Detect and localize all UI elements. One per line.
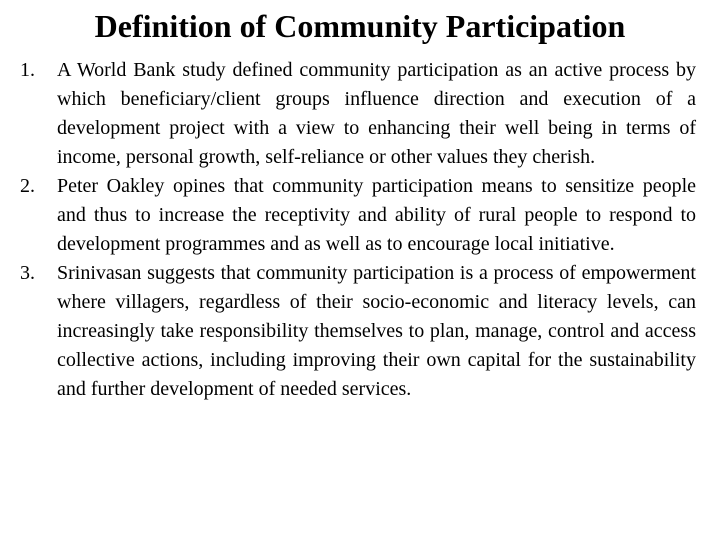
slide-title: Definition of Community Participation [94, 8, 626, 44]
list-item [20, 259, 696, 404]
list-item-number: 3. [20, 262, 35, 284]
definition-list [20, 56, 696, 404]
list-item-text: Srinivasan suggests that community participation is a process of empowerment where villagers, regardless of their socio-economic and literacy levels, can increasingly take responsibility themselves to plan, manage, control and access collective actions, including improving their own capital for the sustainability and further development of needed services. [57, 262, 696, 400]
list-item-number: 1. [20, 59, 35, 81]
list-item-text: A World Bank study defined community participation as an active process by which beneficiary/client groups influence direction and execution of a development project with a view to enhancing their well being in terms of income, personal growth, self-reliance or other values they cherish. [57, 59, 696, 168]
list-item [20, 56, 696, 172]
list-item-number: 2. [20, 175, 35, 197]
list-item-text: Peter Oakley opines that community participation means to sensitize people and thus to increase the receptivity and ability of rural people to respond to development programmes and as well as to encourage local initiative. [57, 175, 696, 255]
list-item [20, 172, 696, 259]
